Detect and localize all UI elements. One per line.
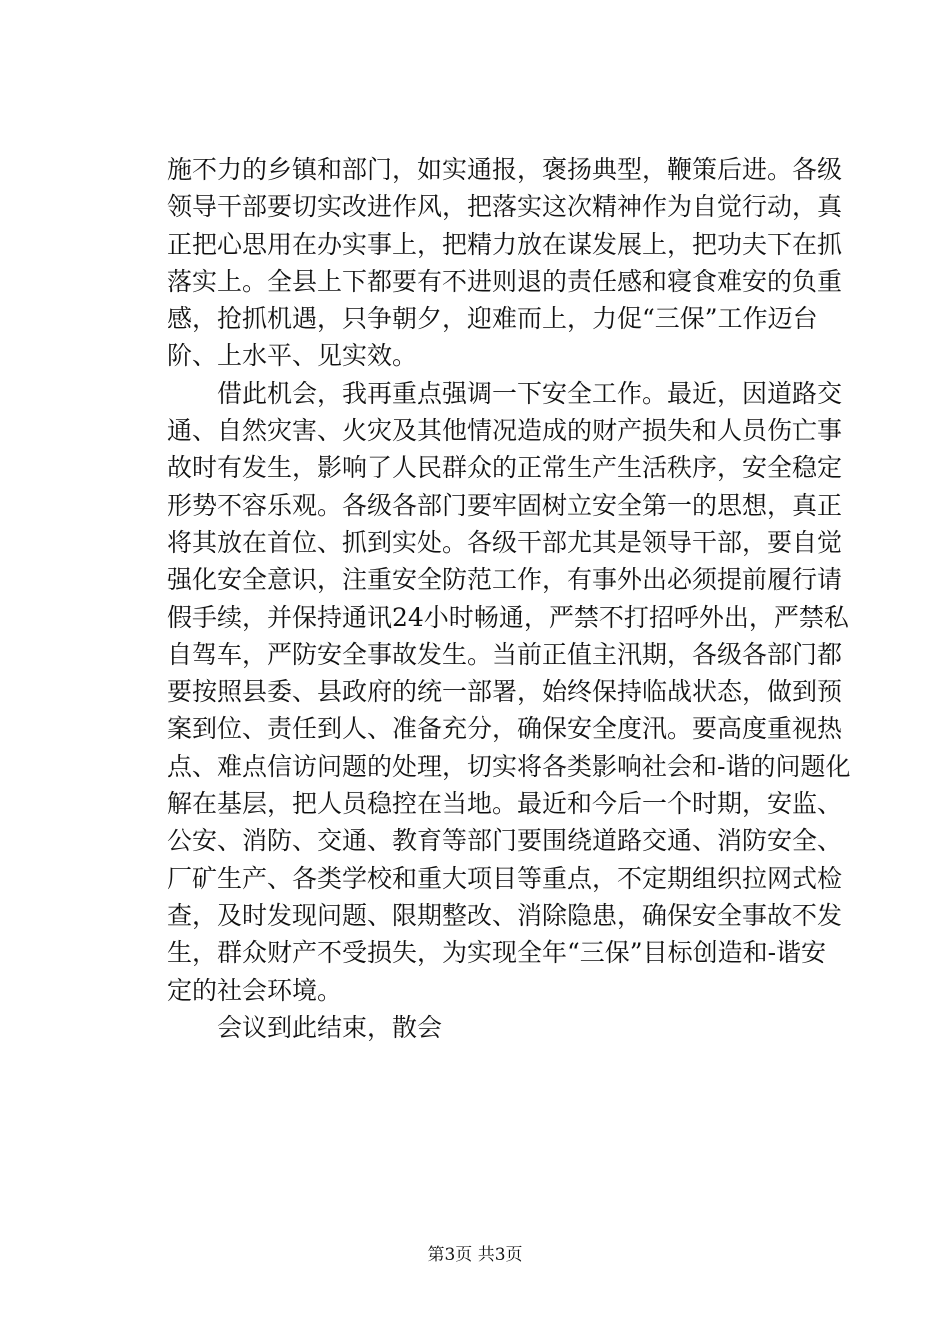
- text-line: 生，群众财产不受损失，为实现全年“三保”目标创造和-谐安: [167, 938, 827, 968]
- text-line: 领导干部要切实改进作风，把落实这次精神作为自觉行动，真: [167, 192, 843, 222]
- text-line: 形势不容乐观。各级各部门要牢固树立安全第一的思想，真正: [167, 490, 843, 520]
- text-line: 要按照县委、县政府的统一部署，始终保持临战状态，做到预: [167, 677, 843, 707]
- text-line: 落实上。全县上下都要有不进则退的责任感和寝食难安的负重: [167, 266, 843, 296]
- closing-line: 会议到此结束，散会: [217, 1012, 443, 1042]
- text-line: 正把心思用在办实事上，把精力放在谋发展上，把功夫下在抓: [167, 229, 843, 259]
- text-line: 定的社会环境。: [167, 975, 343, 1005]
- text-line: 通、自然灾害、火灾及其他情况造成的财产损失和人员伤亡事: [167, 416, 843, 446]
- text-line: 阶、上水平、见实效。: [167, 341, 418, 371]
- text-line: 查，及时发现问题、限期整改、消除隐患，确保安全事故不发: [167, 900, 843, 930]
- text-line: 施不力的乡镇和部门，如实通报，褒扬典型，鞭策后进。各级: [167, 155, 843, 184]
- text-line: 解在基层，把人员稳控在当地。最近和今后一个时期，安监、: [167, 789, 843, 819]
- text-line: 故时有发生，影响了人民群众的正常生产生活秩序，安全稳定: [167, 453, 843, 483]
- text-line: 厂矿生产、各类学校和重大项目等重点，不定期组织拉网式检: [167, 863, 843, 893]
- text-line: 公安、消防、交通、教育等部门要围绕道路交通、消防安全、: [167, 826, 843, 856]
- text-line: 感，抢抓机遇，只争朝夕，迎难而上，力促“三保”工作迈台: [167, 304, 818, 334]
- text-line: 点、难点信访问题的处理，切实将各类影响社会和-谐的问题化: [167, 751, 851, 781]
- paragraph-start: 借此机会，我再重点强调一下安全工作。最近，因道路交: [217, 378, 843, 408]
- text-line: 案到位、责任到人、准备充分，确保安全度汛。要高度重视热: [167, 714, 843, 744]
- text-line: 强化安全意识，注重安全防范工作，有事外出必须提前履行请: [167, 565, 843, 595]
- text-line: 自驾车，严防安全事故发生。当前正值主汛期，各级各部门都: [167, 639, 843, 669]
- page-footer: 第3页 共3页: [427, 1245, 523, 1265]
- text-line: 假手续，并保持通讯24小时畅通，严禁不打招呼外出，严禁私: [167, 602, 849, 632]
- document-body: [167, 151, 851, 1046]
- text-line: 将其放在首位、抓到实处。各级干部尤其是领导干部，要自觉: [167, 527, 843, 557]
